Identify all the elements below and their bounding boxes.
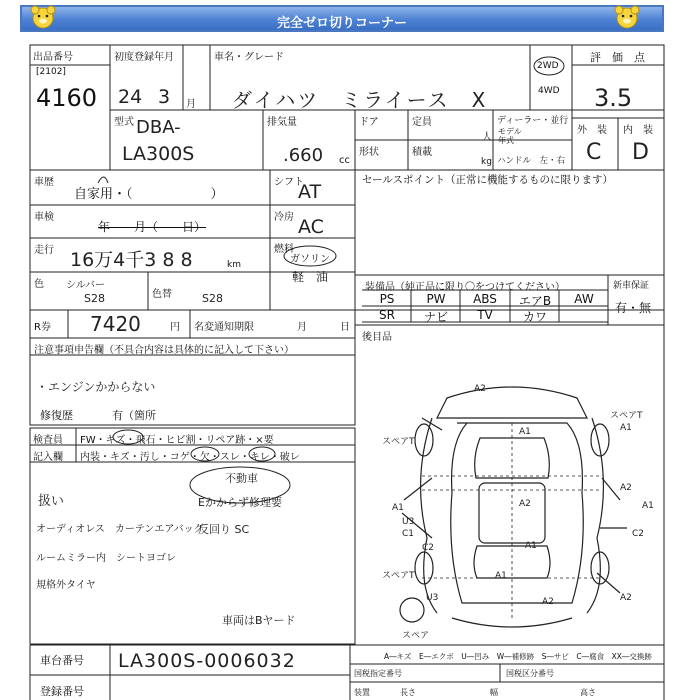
legend-line-1: A―キズ E―エクボ U―凹み W―補修跡 S―サビ C―腐食 XX―交換跡 [384, 652, 652, 661]
model-value-2: LA300S [122, 143, 195, 165]
equip-aw: AW [574, 292, 594, 306]
mark-left-c2: C2 [422, 543, 435, 553]
hw-left-4: 規格外タイヤ [36, 580, 96, 591]
model-year-label-1: モデル [498, 127, 522, 136]
transfer-deadline-label: 名変通知期限 [194, 322, 254, 333]
legend-device: 装置 [354, 688, 370, 697]
mark-spare-lt: スペアT [382, 437, 415, 447]
dealer-label: ディーラー・並行 [497, 116, 569, 126]
exterior-value: C [586, 140, 602, 165]
color-label: 色 [34, 279, 44, 290]
hw-right-3: 反回り SC [198, 523, 250, 536]
inspection-label: 車検 [34, 212, 54, 223]
mark-right-a2: A2 [620, 593, 632, 603]
equip-leather: カワ [522, 310, 547, 324]
chassis-label: 車台番号 [40, 654, 84, 667]
inspector-label: 検査員 [33, 435, 63, 446]
color-change-value: S28 [202, 292, 223, 305]
hw-left-1: 扱い [38, 494, 65, 509]
mark-spare: スペア [402, 631, 430, 641]
interior-value: D [632, 140, 649, 165]
mark-left-a1: A1 [392, 503, 404, 513]
load-unit: kg [481, 157, 492, 167]
ac-value: AC [298, 216, 324, 238]
score-label: 評 価 点 [590, 51, 645, 64]
notes-label: 注意事項申告欄（不具合内容は具体的に記入して下さい） [34, 345, 294, 356]
model-value-1: DBA- [136, 117, 181, 138]
drive-2wd: 2WD [537, 61, 559, 71]
lot-number: 4160 [36, 84, 98, 112]
recycle-label: R券 [34, 322, 51, 333]
equip-sr: SR [379, 308, 395, 322]
mark-spare-rt-a1: A1 [620, 423, 632, 433]
mileage-label: 走行 [34, 245, 54, 256]
rear-seat-label: 後目品 [362, 332, 392, 343]
registration-label: 登録番号 [40, 685, 84, 698]
banner-title: 完全ゼロ切りコーナー [276, 16, 407, 31]
fuel-label: 燃料 [274, 244, 294, 255]
equip-tv: TV [477, 308, 493, 322]
mark-trunk-a1: A1 [495, 571, 507, 581]
displacement-value: .660 [283, 145, 324, 166]
hw-left-3: ルームミラー内 シートヨゴレ [36, 553, 176, 564]
repair-label: 修復歴 [40, 409, 73, 422]
notes-value: ・エンジンかからない [36, 380, 156, 394]
mark-right-c2: C2 [632, 529, 645, 539]
new-car-value: 有・無 [615, 301, 652, 315]
color-change-label: 色替 [152, 289, 172, 300]
mark-hood-a1: A1 [519, 427, 531, 437]
mileage-unit: km [227, 260, 241, 270]
recycle-value: 7420 [90, 312, 141, 336]
inspection-value: 年 月（ 日） [98, 220, 207, 234]
first-reg-month: 3 [158, 86, 171, 108]
color-code: S28 [84, 292, 105, 305]
transfer-month: 月 [297, 322, 307, 333]
legend-length: 長さ [400, 688, 416, 697]
mark-rear-a2: A2 [542, 597, 554, 607]
transfer-day: 日 [340, 322, 350, 333]
hw-right-2: Eかからず修理要 [198, 496, 282, 509]
car-name: ダイハツ ミライース X [232, 88, 488, 112]
legend-tax-category: 国税区分番号 [506, 669, 554, 678]
mark-front-a2: A2 [474, 384, 486, 394]
car-label: 車名・グレード [214, 52, 284, 63]
shift-label: シフト [274, 177, 304, 188]
mark-spare-lb: スペアT [382, 571, 415, 581]
mark-left-c1: C1 [402, 529, 415, 539]
lot-label: 出品番号 [33, 52, 73, 63]
mark-roof-a2: A2 [519, 499, 531, 509]
ac-label: 冷房 [274, 212, 294, 223]
equip-navi: ナビ [423, 310, 448, 324]
entry-chips: 内装・キズ・汚し・コゲ・欠・スレ・キレ・破レ [80, 452, 300, 463]
history-value: 自家用・（ ） [74, 187, 224, 202]
history-label: 車歴 [34, 177, 54, 188]
sales-point-label: セールスポイント（正常に機能するものに限ります） [362, 174, 614, 186]
inspector-chips: FW・キズ・飛石・ヒビ割・リペア跡・×要 [80, 435, 274, 446]
first-reg-month-unit: 月 [186, 99, 196, 110]
equip-pw: PW [426, 292, 446, 306]
mark-rear-u3: U3 [426, 593, 439, 603]
first-reg-label: 初度登録年月 [114, 52, 174, 63]
equip-ps: PS [379, 292, 395, 306]
displacement-label: 排気量 [267, 117, 297, 128]
equip-airbag: エアB [518, 294, 552, 308]
fuel-gasoline: ガソリン [290, 254, 330, 265]
mark-rear-a1: A1 [525, 541, 537, 551]
mileage-value: 16万4千3 8 8 [70, 249, 193, 271]
model-label: 型式 [114, 117, 134, 128]
displacement-unit: cc [339, 155, 350, 166]
legend-width: 幅 [490, 688, 498, 697]
shift-value: AT [298, 181, 322, 203]
mark-right-a2-2: A2 [620, 483, 632, 493]
new-car-label: 新車保証 [613, 281, 650, 291]
equipment-label: 装備品（純正品に限り〇をつけてください） [365, 282, 565, 293]
shape-label: 形状 [359, 147, 379, 158]
model-year-label-2: 年式 [498, 136, 514, 145]
chassis-value: LA300S-0006032 [118, 650, 296, 672]
capacity-unit: 人 [482, 132, 492, 143]
mark-left-u3: U3 [402, 517, 415, 527]
entry-label: 記入欄 [33, 452, 63, 463]
recycle-unit: 円 [170, 322, 180, 333]
legend-height: 高さ [580, 688, 596, 697]
first-reg-year: 24 [118, 86, 143, 108]
mark-right-a1: A1 [642, 501, 654, 511]
door-label: ドア [359, 117, 379, 128]
exterior-label: 外 装 [577, 125, 607, 136]
equip-abs: ABS [473, 292, 497, 306]
color-value: シルバー [66, 280, 106, 291]
mark-spare-rt: スペアT [610, 411, 643, 421]
handle-label: ハンドル 左・右 [497, 156, 566, 166]
hw-right-1: 不動車 [225, 472, 258, 485]
hw-left-2: オーディオレス カーテンエアバッグ [36, 524, 204, 535]
capacity-label: 定員 [412, 117, 432, 128]
car-damage-diagram [362, 378, 662, 644]
legend-tax-number: 国税指定番号 [354, 669, 402, 678]
drive-4wd: 4WD [538, 86, 560, 96]
interior-label: 内 装 [623, 125, 653, 136]
lot-code: [2102] [36, 67, 66, 77]
fuel-diesel: 軽 油 [292, 270, 329, 284]
hw-right-4: 車両はBヤード [222, 614, 296, 627]
load-label: 積載 [412, 147, 432, 158]
score-value: 3.5 [594, 84, 633, 112]
repair-value: 有（箇所 [112, 409, 156, 422]
